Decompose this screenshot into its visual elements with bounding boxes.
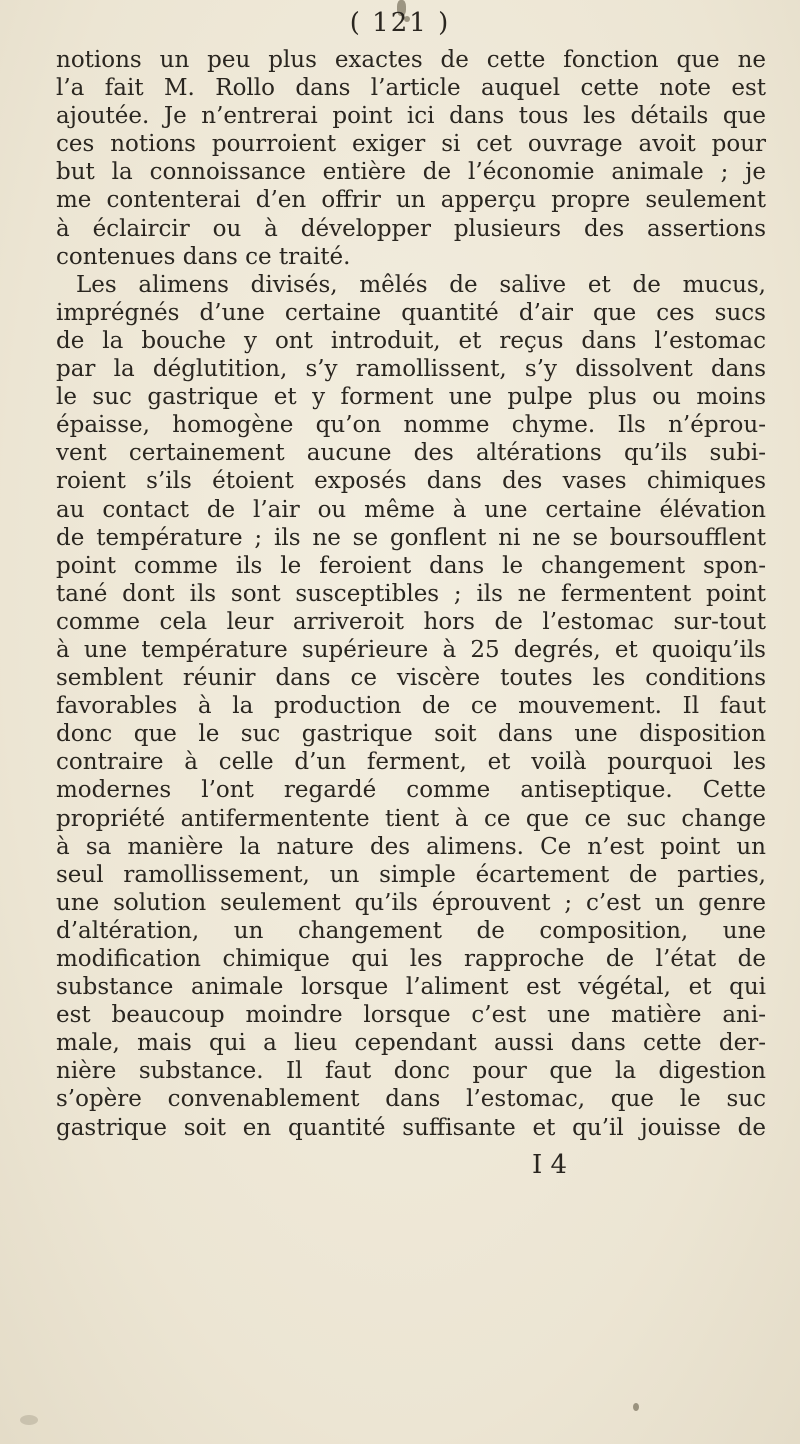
text-line: modernes l’ont regardé comme antiseptique. Cette [56,777,766,804]
text-line: roient s’ils étoient exposés dans des vases chimiques [56,468,766,495]
text-line: l’a fait M. Rollo dans l’article auquel cette note est [56,75,766,102]
text-line: semblent réunir dans ce viscère toutes les conditions [56,665,766,692]
text-line: à une température supérieure à 25 degrés, et quoiqu’ils [56,636,766,663]
text-line: à éclaircir ou à développer plusieurs des assertions [56,215,766,242]
paper-stain [20,1415,38,1425]
text-line: contenues dans ce traité. [56,243,351,270]
text-line: male, mais qui a lieu cependant aussi dans cette der- [56,1030,766,1057]
text-line: de la bouche y ont introduit, et reçus dans l’estomac [56,327,766,354]
page-number-header: ( 121 ) [349,8,451,38]
text-line: but la connoissance entière de l’économie animale ; je [56,159,766,186]
text-line: au contact de l’air ou même à une certaine élévation [56,496,766,523]
text-line: imprégnés d’une certaine quantité d’air que ces sucs [56,299,766,326]
text-line: s’opère convenablement dans l’estomac, que le suc [56,1086,766,1113]
text-line: modification chimique qui les rapproche de l’état de [56,946,766,972]
text-line: ajoutée. Je n’entrerai point ici dans tous les détails que [56,103,766,130]
text-line: tané dont ils sont susceptibles ; ils ne fermentent point [56,580,766,607]
text-line: d’altération, un changement de composition, une [56,917,766,944]
text-line: le suc gastrique et y forment une pulpe plus ou moins [56,384,766,411]
text-line: Les alimens divisés, mêlés de salive et de mucus, [76,271,766,298]
text-line: substance animale lorsque l’aliment est végétal, et qui [56,974,766,1001]
text-line: par la déglutition, s’y ramollissent, s’y dissolvent dans [56,356,766,383]
text-line: notions un peu plus exactes de cette fonction que ne [56,47,766,73]
text-line: une solution seulement qu’ils éprouvent ; c’est un genre [56,889,766,916]
text-line: à sa manière la nature des alimens. Ce n’est point un [56,833,766,860]
signature-mark: I 4 [532,1150,568,1180]
text-line: est beaucoup moindre lorsque c’est une matière ani- [56,1002,766,1029]
text-line: de température ; ils ne se gonflent ni ne se boursoufflent [56,524,766,551]
text-line: comme cela leur arriveroit hors de l’estomac sur-tout [56,608,766,635]
text-line: me contenterai d’en offrir un apperçu propre seulement [56,187,766,214]
ink-blot [633,1403,639,1411]
text-line: gastrique soit en quantité suffisante et qu’il jouisse de [56,1114,766,1141]
body-text [56,46,766,1142]
text-line: point comme ils le feroient dans le changement spon- [56,552,766,579]
text-line: nière substance. Il faut donc pour que la digestion [56,1058,766,1085]
text-line: vent certainement aucune des altérations qu’ils subi- [56,440,766,467]
text-line: seul ramollissement, un simple écartement de parties, [56,861,766,888]
text-line: épaisse, homogène qu’on nomme chyme. Ils n’éprou- [56,412,766,439]
text-line: favorables à la production de ce mouvement. Il faut [56,693,766,720]
text-line: donc que le suc gastrique soit dans une disposition [56,721,766,748]
text-line: propriété antifermentente tient à ce que ce suc change [56,805,766,832]
text-line: contraire à celle d’un ferment, et voilà pourquoi les [56,749,766,776]
text-line: ces notions pourroient exiger si cet ouvrage avoit pour [56,131,766,158]
